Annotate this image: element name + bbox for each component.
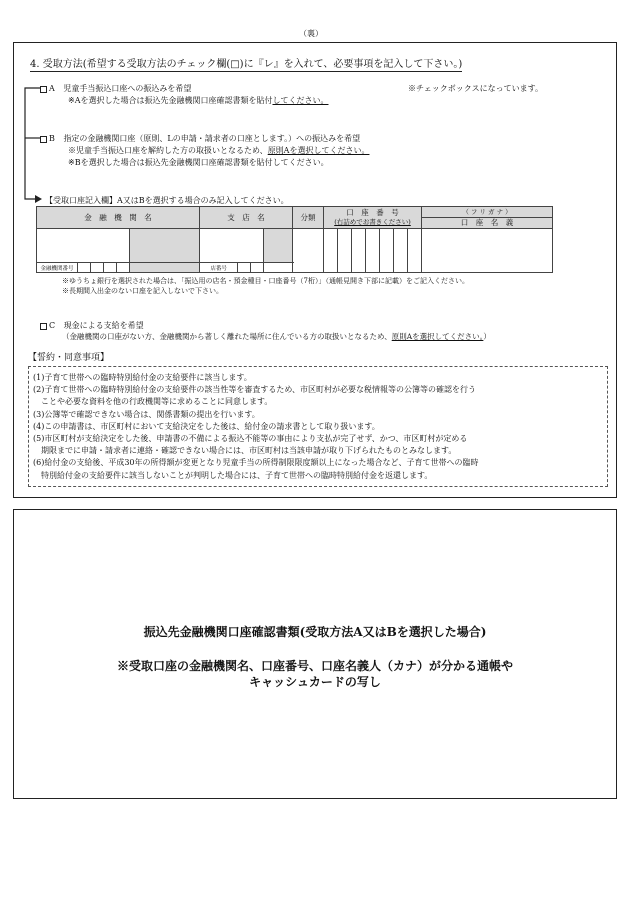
longterm-note: ※長期間入出金のない口座を記入しないで下さい。 (62, 287, 223, 295)
option-b-checkbox[interactable] (40, 136, 47, 143)
branch-header: 支 店 名 (200, 207, 293, 229)
bank-code-label: 金融機関番号 (37, 263, 78, 273)
account-digit-6[interactable] (394, 229, 408, 273)
option-c-note: （金融機関の口座がない方、金融機関から著しく離れた場所に住んでいる方の取扱いとなるため、原則Aを選択してください。） (62, 332, 491, 341)
option-c[interactable]: C 現金による支給を希望 (40, 320, 144, 331)
bank-code-digit[interactable] (104, 263, 117, 273)
attachment-line-2: キャッシュカードの写し (249, 675, 381, 689)
option-a-note: ※Aを選択した場合は振込先金融機関口座確認書類を貼付してください。 (68, 96, 329, 105)
option-b-note-1: ※児童手当振込口座を解約した方の取扱いとなるため、原則Aを選択してください。 (68, 146, 370, 155)
account-digit-4[interactable] (366, 229, 380, 273)
attachment-line-1: ※受取口座の金融機関名、口座番号、口座名義人（カナ）が分かる通帳や (116, 659, 513, 673)
checkbox-note: ※チェックボックスになっています。 (408, 84, 544, 93)
category-header: 分類 (293, 207, 324, 229)
section-heading: 4. 受取方法(希望する受取方法のチェック欄(□)に『レ』を入れて、必要事項を記入して下さい。) (30, 59, 463, 70)
branch-code-label: 店番号 (200, 263, 238, 273)
pledge-item: 期限までに申請・請求者に連絡・確認できない場合には、市区町村は当該申請が取り下げられたものとみなします。 (33, 446, 457, 456)
attachment-title: 振込先金融機関口座確認書類(受取方法A又はBを選択した場合) (143, 625, 487, 639)
pledge-items (33, 372, 479, 482)
pledge-item: (3)公簿等で確認できない場合は、関係書類の提出を行います。 (33, 409, 260, 419)
option-bracket (18, 82, 48, 207)
account-digit-5[interactable] (380, 229, 394, 273)
option-c-checkbox[interactable] (40, 323, 47, 330)
page-label: （裏） (299, 29, 323, 38)
account-table (36, 206, 553, 273)
branch-code-digit[interactable] (264, 263, 293, 273)
bank-name-input[interactable] (37, 229, 130, 263)
bank-type-cell-lower (130, 263, 200, 273)
branch-type-cell (264, 229, 293, 263)
category-input[interactable] (293, 229, 324, 273)
option-b[interactable]: B 指定の金融機関口座（原則、Lの申請・請求者の口座とします。）への振込みを希望 (40, 133, 360, 144)
pledge-item: (2)子育て世帯への臨時特別給付金の支給要件の該当性等を審査するため、市区町村が必要な税情報等の公簿等の確認を行う (33, 385, 477, 395)
bank-code-digit[interactable] (117, 263, 130, 273)
account-holder-input[interactable] (422, 229, 553, 273)
account-digit-2[interactable] (338, 229, 352, 273)
branch-code-digit[interactable] (251, 263, 264, 273)
pledge-item: ことや必要な資料を他の行政機関等に求めることに同意します。 (33, 397, 273, 407)
account-entry-heading: 【受取口座記入欄】A又はBを選択する場合のみ記入してください。 (45, 196, 289, 205)
pledge-item: (6)給付金の支給後、平成30年の所得額が変更となり児童手当の所得制限限度額以上になった場合など、子育て世帯への臨時 (33, 458, 479, 468)
branch-name-input[interactable] (200, 229, 264, 263)
branch-code-digit[interactable] (238, 263, 251, 273)
bank-name-header: 金 融 機 関 名 (37, 207, 200, 229)
account-digit-7[interactable] (408, 229, 422, 273)
pledge-heading: 【誓約・同意事項】 (28, 353, 110, 363)
option-b-note-2: ※Bを選択した場合は振込先金融機関口座確認書類を貼付してください。 (68, 158, 329, 167)
bank-type-cell (130, 229, 200, 263)
pledge-item: (5)市区町村が支給決定をした後、申請書の不備による振込不能等の事由により支払が完了せず、かつ、市区町村が定める (33, 434, 468, 444)
pledge-box (28, 366, 608, 487)
account-number-header: 口 座 番 号 (右詰めでお書きください) (324, 207, 422, 229)
bank-code-digit[interactable] (91, 263, 104, 273)
option-a[interactable]: A 児童手当振込口座への振込みを希望 (40, 83, 191, 94)
account-digit-3[interactable] (352, 229, 366, 273)
account-holder-header: （ フ リ ガ ナ ） 口 座 名 義 (422, 207, 553, 229)
bank-code-digit[interactable] (78, 263, 91, 273)
attachment-area[interactable] (13, 509, 617, 799)
pledge-item: 特別給付金の支給要件に該当しないことが判明した場合には、子育て世帯への臨時特別給付金を返還します。 (33, 470, 433, 480)
account-digit-1[interactable] (324, 229, 338, 273)
pledge-item: (4)この申請書は、市区町村において支給決定をした後は、給付金の請求書として取り扱います。 (33, 421, 380, 431)
option-a-checkbox[interactable] (40, 86, 47, 93)
pledge-item: (1)子育て世帯への臨時特別給付金の支給要件に該当します。 (33, 373, 252, 382)
yucho-note: ※ゆうちょ銀行を選択された場合は、「振込用の店名・預金種目・口座番号（7桁）」（通帳見開き下部に記載）をご記入ください。 (62, 277, 469, 285)
